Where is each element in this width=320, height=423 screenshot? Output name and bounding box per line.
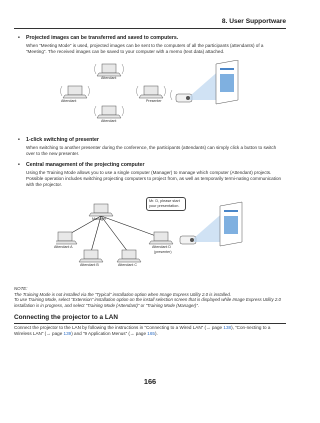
bullet-marker: • — [18, 35, 20, 41]
label-attendant-c: Attendant C — [118, 263, 137, 267]
bullet-heading: Projected images can be transferred and saved to computers. — [26, 35, 179, 41]
page-header — [14, 18, 286, 28]
label-attendant-b: Attendant B — [80, 263, 99, 267]
bullet-heading: 1-click switching of presenter — [26, 137, 99, 143]
page-link-139[interactable]: 139 — [63, 331, 72, 337]
section-rule — [14, 323, 286, 324]
section-title: Connecting the projector to a LAN — [14, 314, 119, 321]
page-link-138[interactable]: 138 — [223, 325, 232, 330]
bullet-heading: Central management of the projecting computer — [26, 162, 145, 168]
section-body — [14, 325, 286, 337]
label-presenter: Presenter — [146, 99, 162, 103]
label-attendant-d: Attendant D — [152, 245, 171, 249]
label-attendant-top: Attendant — [101, 76, 117, 80]
label-attendant-bottom: Attendant — [101, 119, 117, 123]
bullet-body: Using the Training Mode allows you to use a single computer (Manager) to manage which computer (Attendant) projects. Possible operation includes switching projecting computers to project from, as well as temporarily termi-nating communication with the projector. — [26, 170, 282, 188]
label-attendant-left: Attendant — [61, 99, 77, 103]
section-heading — [14, 314, 286, 324]
bullet-marker: • — [18, 137, 20, 143]
note-label: NOTE: — [14, 286, 28, 291]
bullet-body: When switching to another presenter during the conference, the participants (attendants) can simply click a button to switch over to the new presenter. — [26, 145, 277, 157]
note-line: To use Training Mode, select “Extension” installation option on the install selection screen that is displayed while Image Express Utility 2.0 installation is in progress, and select “Training Mode (Attendant)” or “Training Mode (Manager)”. — [14, 297, 281, 308]
label-manager: Manager — [92, 217, 107, 221]
screen-icon — [216, 60, 238, 104]
meeting-mode-illustration — [56, 60, 246, 132]
label-attendant-a: Attendant A — [54, 245, 73, 249]
section-text: Connect the projector to the LAN by following the instructions in “Connecting to a Wired LAN” (→ page — [14, 325, 224, 330]
chapter-title: 8. User Supportware — [221, 18, 286, 25]
label-presenter: (presenter) — [154, 250, 172, 254]
section-text: ), “Con-necting to a Wireless LAN” (→ page — [14, 325, 271, 337]
projector-icon — [176, 94, 192, 102]
section-text: ) and “9 Application Menus” (→ page — [71, 331, 148, 337]
bullet-marker: • — [18, 162, 20, 168]
laptop-icon — [63, 64, 163, 118]
header-rule — [14, 28, 286, 29]
note-line: The Training Mode is not installed via the “Typical” installation option when Image Express Utility 2.0 is installed. — [14, 291, 232, 297]
projector-icon — [180, 236, 196, 244]
speech-bubble: Mr. D, please start your presentation. — [146, 197, 186, 211]
bullet-body: When “Meeting Mode” is used, projected images can be sent to the computers of all the participants (attendants) of a “Meeting”. The received images can be saved to your computer with a memo (text data) attached. — [26, 43, 264, 55]
screen-icon — [220, 202, 242, 246]
note-block — [14, 286, 286, 308]
meeting-mode-figure — [56, 60, 246, 132]
page-number: 166 — [143, 377, 157, 386]
section-text: ). — [154, 331, 158, 337]
page-link-165[interactable]: 165 — [147, 331, 155, 337]
connection-arrows — [66, 216, 156, 252]
